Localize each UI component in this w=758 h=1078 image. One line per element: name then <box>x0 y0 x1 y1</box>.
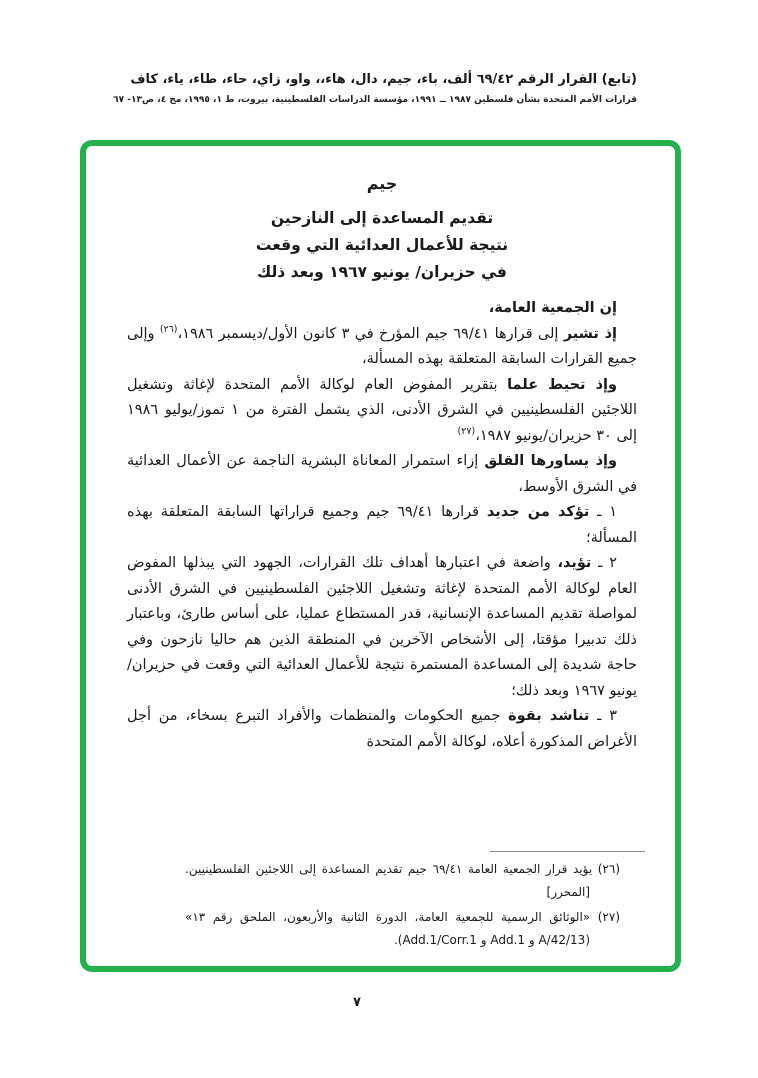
page-header <box>100 72 637 105</box>
footnote-text: يؤيد قرار الجمعية العامة ٦٩/٤١ جيم تقديم المساعدة إلى اللاجئين الفلسطينيين. [المحرر] <box>185 862 598 899</box>
paragraph-number: ٢ ـ <box>591 555 617 571</box>
paragraph-text: وإلى جميع القرارات السابقة المتعلقة بهذه المسألة، <box>127 325 637 367</box>
paragraph-recalling <box>127 322 637 373</box>
paragraph-operative-3 <box>127 704 637 755</box>
paragraph-lead: تؤيد، <box>557 555 592 571</box>
footnotes-block <box>185 858 620 954</box>
resolution-content <box>127 174 637 755</box>
title-line-1: تقديم المساعدة إلى النازحين <box>270 209 494 227</box>
title-line-3: في حزيران/ يونيو ١٩٦٧ وبعد ذلك <box>257 263 507 281</box>
footnote-separator <box>490 851 645 852</box>
page-number: ٧ <box>353 995 361 1010</box>
paragraph-lead: وإذ يساورها القلق <box>484 453 617 469</box>
footnote-ref-26: (٢٦) <box>159 323 178 335</box>
footnote-marker: (٢٦) <box>597 862 620 876</box>
footnote-26 <box>185 858 620 904</box>
title-line-2: نتيجة للأعمال العدائية التي وقعت <box>255 236 509 254</box>
section-letter: جيم <box>366 174 398 193</box>
paragraph-text: إلى قرارها ٦٩/٤١ جيم المؤرخ في ٣ كانون الأول/ديسمبر ١٩٨٦، <box>177 325 564 342</box>
paragraph-lead: تناشد بقوة <box>508 708 590 724</box>
paragraph-text: إزاء استمرار المعاناة البشرية الناجمة عن الأعمال العدائية في الشرق الأوسط، <box>127 453 637 495</box>
paragraph-concerned <box>127 449 637 500</box>
resolution-title <box>127 205 637 286</box>
footnote-ref-27: (٢٧) <box>457 425 476 437</box>
paragraph-text: بتقرير المفوض العام لوكالة الأمم المتحدة لإغاثة وتشغيل اللاجئين الفلسطينيين في الشرق الأدنى، الذي يشمل الفترة من ١ تموز/يوليو ١٩٨٦ إلى ٣٠ حزيران/يونيو ١٩٨٧، <box>127 376 638 444</box>
paragraph-number: ١ ـ <box>589 504 617 520</box>
header-resolution-line: (تابع) القرار الرقم ٦٩/٤٢ ألف، باء، جيم، دال، هاء،، واو، زاي، حاء، طاء، ياء، كاف <box>130 72 637 87</box>
footnote-text: «الوثائق الرسمية للجمعية العامة، الدورة الثانية والأربعون، الملحق رقم ١٣» (A/42/13 و Add.1 و Add.1/Corr.1). <box>185 910 598 947</box>
paragraph-number: ٣ ـ <box>589 708 617 724</box>
paragraph-text: جميع الحكومات والمنظمات والأفراد التبرع بسخاء، من أجل الأغراض المذكورة أعلاه، لوكالة الأمم المتحدة <box>127 708 637 750</box>
paragraph-text: قرارها ٦٩/٤١ جيم وجميع قراراتها السابقة المتعلقة بهذه المسألة؛ <box>127 504 637 546</box>
resolution-body <box>127 296 637 755</box>
footnote-marker: (٢٧) <box>597 910 620 924</box>
paragraph-taking-note <box>127 373 637 450</box>
paragraph-lead: وإذ تحيط علما <box>507 376 617 393</box>
paragraph-preamble-opening <box>127 296 637 322</box>
paragraph-lead: تؤكد من جديد <box>486 504 590 520</box>
paragraph-operative-2 <box>127 551 637 704</box>
footnote-27 <box>185 906 620 952</box>
paragraph-lead: إذ تشير <box>563 325 617 342</box>
paragraph-lead: إن الجمعية العامة، <box>488 300 617 316</box>
paragraph-operative-1 <box>127 500 637 551</box>
paragraph-text: واضعة في اعتبارها أهداف تلك القرارات، الجهود التي يبذلها المفوض العام لوكالة الأمم المتحدة لإغاثة وتشغيل اللاجئين الفلسطينيين في الشرق الأدنى لمواصلة تقديم المساعدة الإنسانية، قدر المستطاع عمليا، على أساس طارئ، وباعتبار ذلك تدبيرا مؤقتا، إلى الأشخاص الآخرين في المنطقة الذين هم حاليا نازحون وفي حاجة شديدة إلى المساعدة المستمرة نتيجة للأعمال العدائية التي وقعت في حزيران/يونيو ١٩٦٧ وبعد ذلك؛ <box>127 555 637 699</box>
header-source-citation-line: قرارات الأمم المتحدة بشأن فلسطين ١٩٨٧ ــ ١٩٩١، مؤسسة الدراسات الفلسطينية، بيروت، ط ١، ١٩٩٥، مج ٤، ص١٣- ٦٧ <box>113 95 637 105</box>
